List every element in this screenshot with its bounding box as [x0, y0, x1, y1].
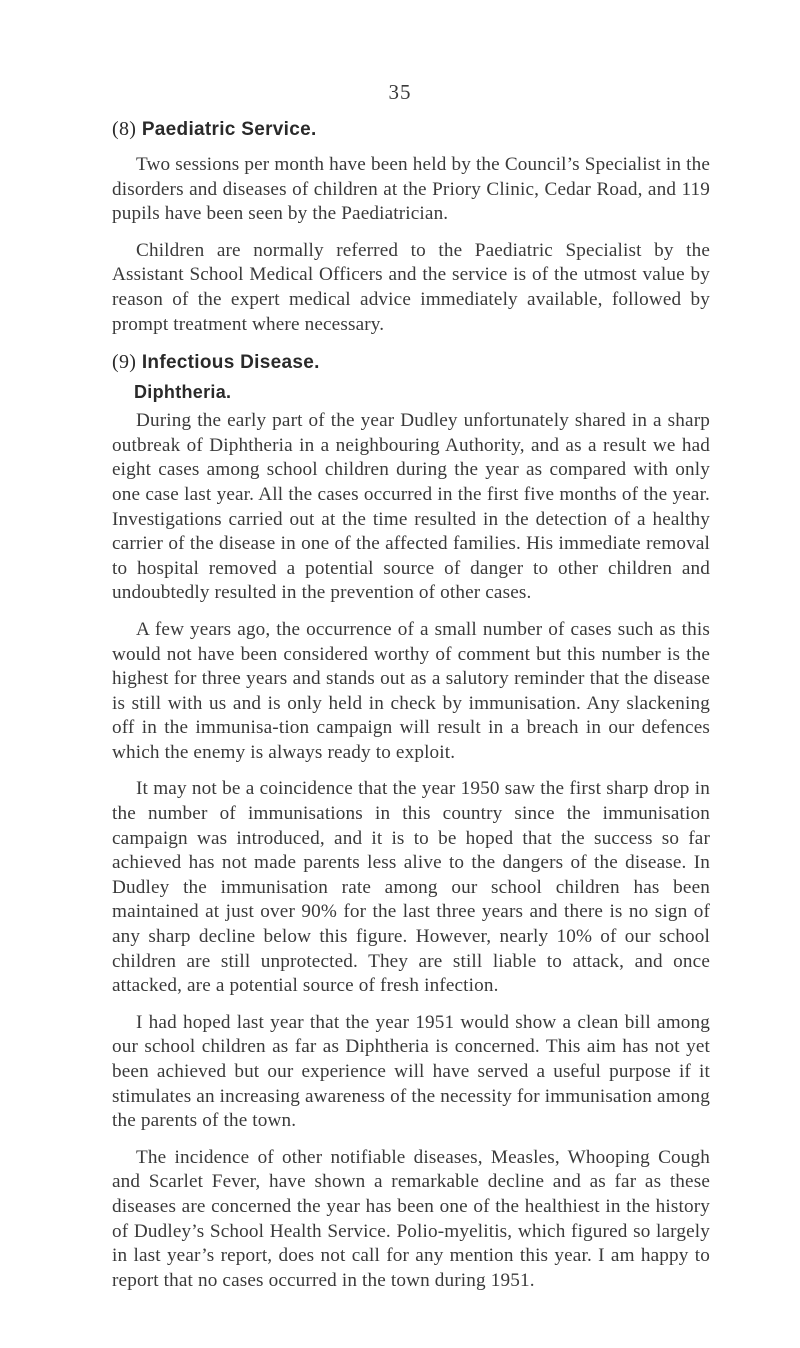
paragraph: Children are normally referred to the Paediatric Specialist by the Assistant School Medical Officers and the service is of the utmost value by reason of the expert medical advice immediately available, followed by prompt treatment where necessary.: [112, 239, 710, 335]
section-title: Infectious Disease.: [141, 352, 320, 374]
section-heading-paediatric: [112, 118, 710, 141]
section-number: (9): [112, 351, 137, 374]
paragraph: It may not be a coincidence that the year 1950 saw the first sharp drop in the number of immunisations in this country since the immunisation campaign was introduced, and it is to be hoped that the success so far achieved has not made parents less alive to the dangers of the disease. In Dudley the immunisation rate among our school children has been maintained at just over 90% for the last three years and there is no sign of any sharp decline below this figure. However, nearly 10% of our school children are still unprotected. They are still liable to attack, and once attacked, are a potential source of fresh infection.: [112, 778, 710, 997]
section-title: Paediatric Service.: [141, 119, 317, 140]
page-number: 35: [388, 80, 412, 104]
document-body: [112, 118, 710, 1293]
section-number: (8): [112, 118, 137, 140]
paragraph: A few years ago, the occurrence of a small number of cases such as this would not have been considered worthy of comment but this number is the highest for three years and stands out as a salutory reminder that the disease is still with us and is only held in check by immunisation. Any slackening off in the immunisa-tion campaign will result in a breach in our defences which the enemy is always ready to exploit.: [112, 618, 710, 763]
section-heading-infectious-disease: [112, 351, 710, 374]
paragraph: The incidence of other notifiable diseases, Measles, Whooping Cough and Scarlet Fever, have shown a remarkable decline and as far as these diseases are concerned the year has been one of the healthiest in the history of Dudley’s School Health Service. Polio-myelitis, which figured so largely in last year’s report, does not call for any mention this year. I am happy to report that no cases occurred in the town during 1951.: [112, 1146, 710, 1291]
subsection-heading-diphtheria: Diphtheria.: [134, 382, 232, 403]
paragraph: Two sessions per month have been held by the Council’s Specialist in the disorders and diseases of children at the Priory Clinic, Cedar Road, and 119 pupils have been seen by the Paediatrician.: [112, 154, 710, 225]
paragraph: During the early part of the year Dudley unfortunately shared in a sharp outbreak of Diphtheria in a neighbouring Authority, and as a result we had eight cases among school children during the year as compared with only one case last year. All the cases occurred in the first five months of the year. Investigations carried out at the time resulted in the detection of a healthy carrier of the disease in one of the affected families. His immediate removal to hospital removed a potential source of danger to other children and undoubtedly resulted in the prevention of other cases.: [112, 410, 710, 604]
paragraph: I had hoped last year that the year 1951 would show a clean bill among our school children as far as Diphtheria is concerned. This aim has not yet been achieved but our experience will have served a useful purpose if it stimulates an increasing awareness of the necessity for immunisation among the parents of the town.: [112, 1011, 710, 1132]
